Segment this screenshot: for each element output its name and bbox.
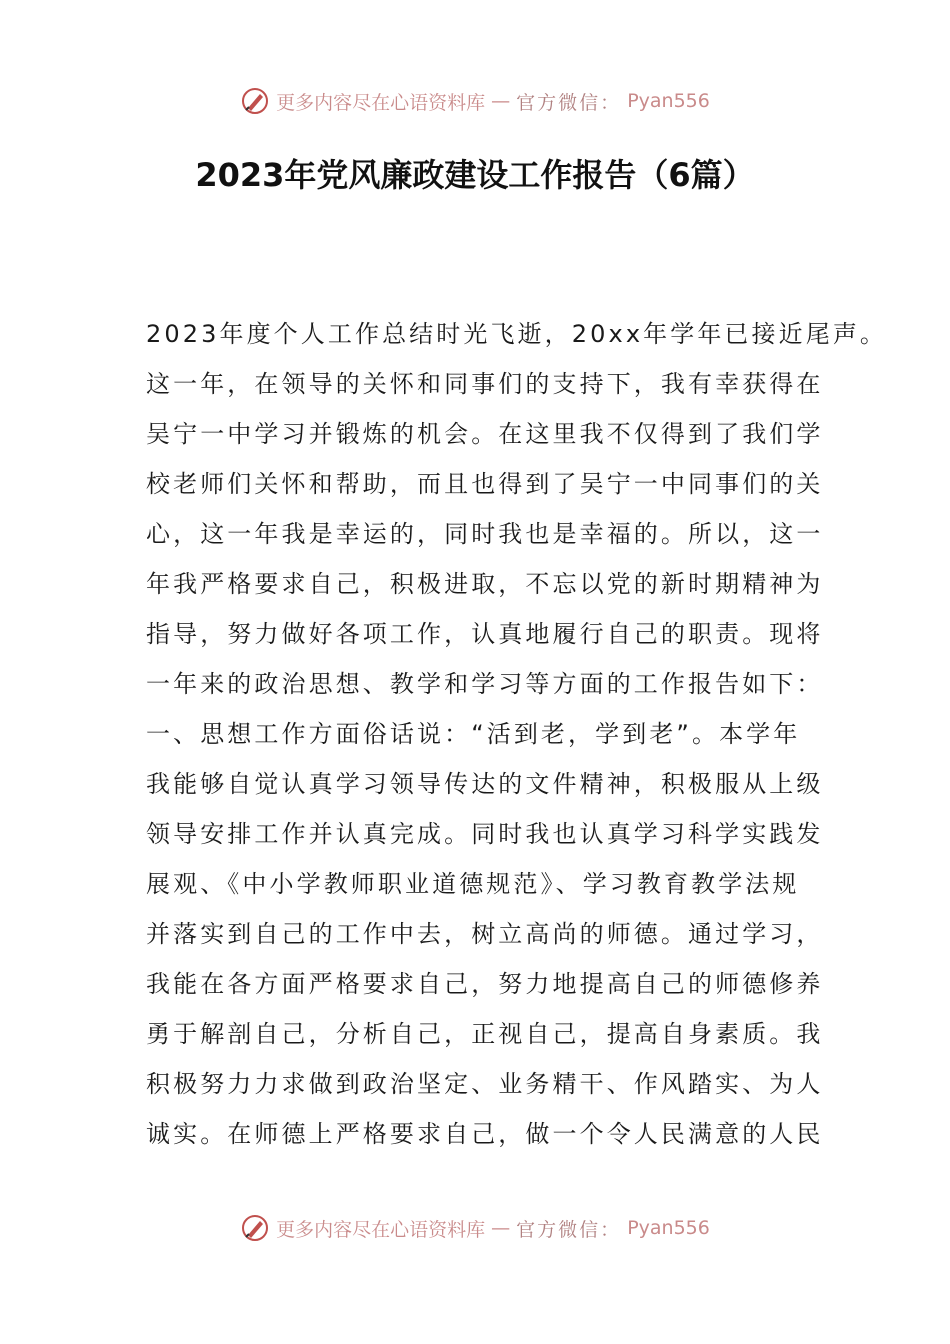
body-line: 我能在各方面严格要求自己，努力地提高自己的师德修养: [146, 970, 824, 998]
body-line: 指导，努力做好各项工作，认真地履行自己的职责。现将: [146, 620, 824, 648]
watermark-dash: —: [491, 90, 511, 112]
body-line: 这一年，在领导的关怀和同事们的支持下，我有幸获得在: [146, 370, 824, 398]
body-line: 吴宁一中学习并锻炼的机会。在这里我不仅得到了我们学: [146, 420, 824, 448]
pen-logo-icon: [240, 86, 270, 116]
header-watermark: [0, 86, 950, 116]
watermark-wechat-id: Pyan556: [627, 90, 710, 112]
pen-logo-icon: [240, 1213, 270, 1243]
watermark-wechat-label: 官方微信：: [516, 91, 622, 114]
watermark-wechat-id: Pyan556: [627, 1217, 710, 1239]
footer-watermark: [0, 1213, 950, 1243]
body-line: 展观、《中小学教师职业道德规范》、学习教育教学法规: [146, 870, 800, 898]
body-line: 我能够自觉认真学习领导传达的文件精神，积极服从上级: [146, 770, 824, 798]
body-line: 一、思想工作方面俗话说：“活到老，学到老”。本学年: [146, 720, 801, 748]
body-line: 心，这一年我是幸运的，同时我也是幸福的。所以，这一: [146, 520, 824, 548]
body-line: 校老师们关怀和帮助，而且也得到了吴宁一中同事们的关: [146, 470, 824, 498]
body-line: 年我严格要求自己，积极进取，不忘以党的新时期精神为: [146, 570, 824, 598]
watermark-dash: —: [491, 1217, 511, 1239]
body-line: 一年来的政治思想、教学和学习等方面的工作报告如下：: [146, 670, 824, 698]
document-body: [146, 314, 888, 1164]
body-line: 诚实。在师德上严格要求自己，做一个令人民满意的人民: [146, 1120, 824, 1148]
watermark-site-text: 更多内容尽在心语资料库: [276, 1218, 486, 1241]
body-line: 积极努力力求做到政治坚定、业务精干、作风踏实、为人: [146, 1070, 824, 1098]
watermark-wechat-label: 官方微信：: [516, 1218, 622, 1241]
watermark-site-text: 更多内容尽在心语资料库: [276, 91, 486, 114]
body-line: 勇于解剖自己，分析自己，正视自己，提高自身素质。我: [146, 1020, 824, 1048]
body-line: 领导安排工作并认真完成。同时我也认真学习科学实践发: [146, 820, 824, 848]
body-line: 并落实到自己的工作中去，树立高尚的师德。通过学习，: [146, 920, 824, 948]
body-line: 2023年度个人工作总结时光飞逝，20xx年学年已接近尾声。: [146, 320, 888, 348]
document-title: 2023年党风廉政建设工作报告（6篇）: [195, 156, 755, 194]
